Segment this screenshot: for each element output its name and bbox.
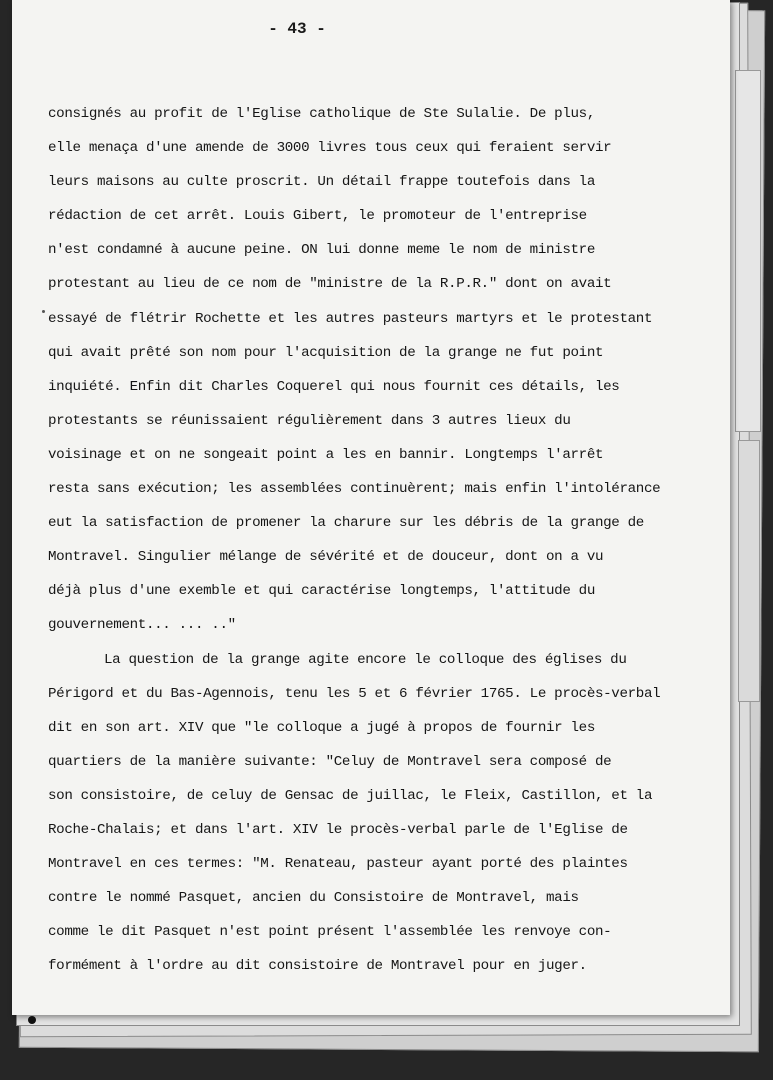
text-line: consignés au profit de l'Eglise catholique de Ste Sulalie. De plus, xyxy=(48,106,595,122)
text-line: déjà plus d'une exemble et qui caractérise longtemps, l'attitude du xyxy=(48,583,595,600)
margin-mark xyxy=(42,310,45,313)
text-line: leurs maisons au culte proscrit. Un détail frappe toutefois dans la xyxy=(48,174,595,191)
text-line: Roche-Chalais; et dans l'art. XIV le procès-verbal parle de l'Eglise de xyxy=(48,821,628,838)
text-line: quartiers de la manière suivante: "Celuy de Montravel sera composé de xyxy=(48,753,612,770)
text-line: n'est condamné à aucune peine. ON lui donne meme le nom de ministre xyxy=(48,242,595,259)
text-line: comme le dit Pasquet n'est point présent l'assemblée les renvoye con- xyxy=(48,924,612,941)
text-line: inquiété. Enfin dit Charles Coquerel qui nous fournit ces détails, les xyxy=(48,378,620,395)
text-line: Périgord et du Bas-Agennois, tenu les 5 et 6 février 1765. Le procès-verbal xyxy=(48,685,661,702)
text-line: rédaction de cet arrêt. Louis Gibert, le promoteur de l'entreprise xyxy=(48,208,587,225)
typewritten-page xyxy=(12,0,730,1015)
text-line: essayé de flétrir Rochette et les autres pasteurs martyrs et le protestant xyxy=(48,310,653,327)
text-line: voisinage et on ne songeait point a les en bannir. Longtemps l'arrêt xyxy=(48,446,604,463)
text-line: protestant au lieu de ce nom de "ministre de la R.P.R." dont on avait xyxy=(48,276,612,293)
text-line: son consistoire, de celuy de Gensac de juillac, le Fleix, Castillon, et la xyxy=(48,787,653,804)
text-line: contre le nommé Pasquet, ancien du Consistoire de Montravel, mais xyxy=(48,890,579,907)
text-line: formément à l'ordre au dit consistoire de Montravel pour en juger. xyxy=(48,958,587,975)
page-tab xyxy=(738,440,760,702)
page-tab xyxy=(735,70,761,432)
body-text xyxy=(48,97,718,983)
text-line: protestants se réunissaient régulièrement dans 3 autres lieux du xyxy=(48,412,571,429)
paragraph-start-line: La question de la grange agite encore le colloque des églises du xyxy=(104,651,627,668)
text-line: dit en son art. XIV que "le colloque a jugé à propos de fournir les xyxy=(48,719,595,736)
text-line: Montravel. Singulier mélange de sévérité et de douceur, dont on a vu xyxy=(48,549,604,566)
page-number: - 43 - xyxy=(268,20,326,38)
text-line: gouvernement... ... .." xyxy=(48,617,236,634)
text-line: elle menaça d'une amende de 3000 livres tous ceux qui feraient servir xyxy=(48,140,612,157)
text-line: Montravel en ces termes: "M. Renateau, pasteur ayant porté des plaintes xyxy=(48,856,628,873)
text-line: eut la satisfaction de promener la charure sur les débris de la grange de xyxy=(48,515,644,532)
ink-spot xyxy=(28,1016,36,1024)
text-line: qui avait prêté son nom pour l'acquisition de la grange ne fut point xyxy=(48,344,604,361)
text-line: resta sans exécution; les assemblées continuèrent; mais enfin l'intolérance xyxy=(48,481,661,498)
